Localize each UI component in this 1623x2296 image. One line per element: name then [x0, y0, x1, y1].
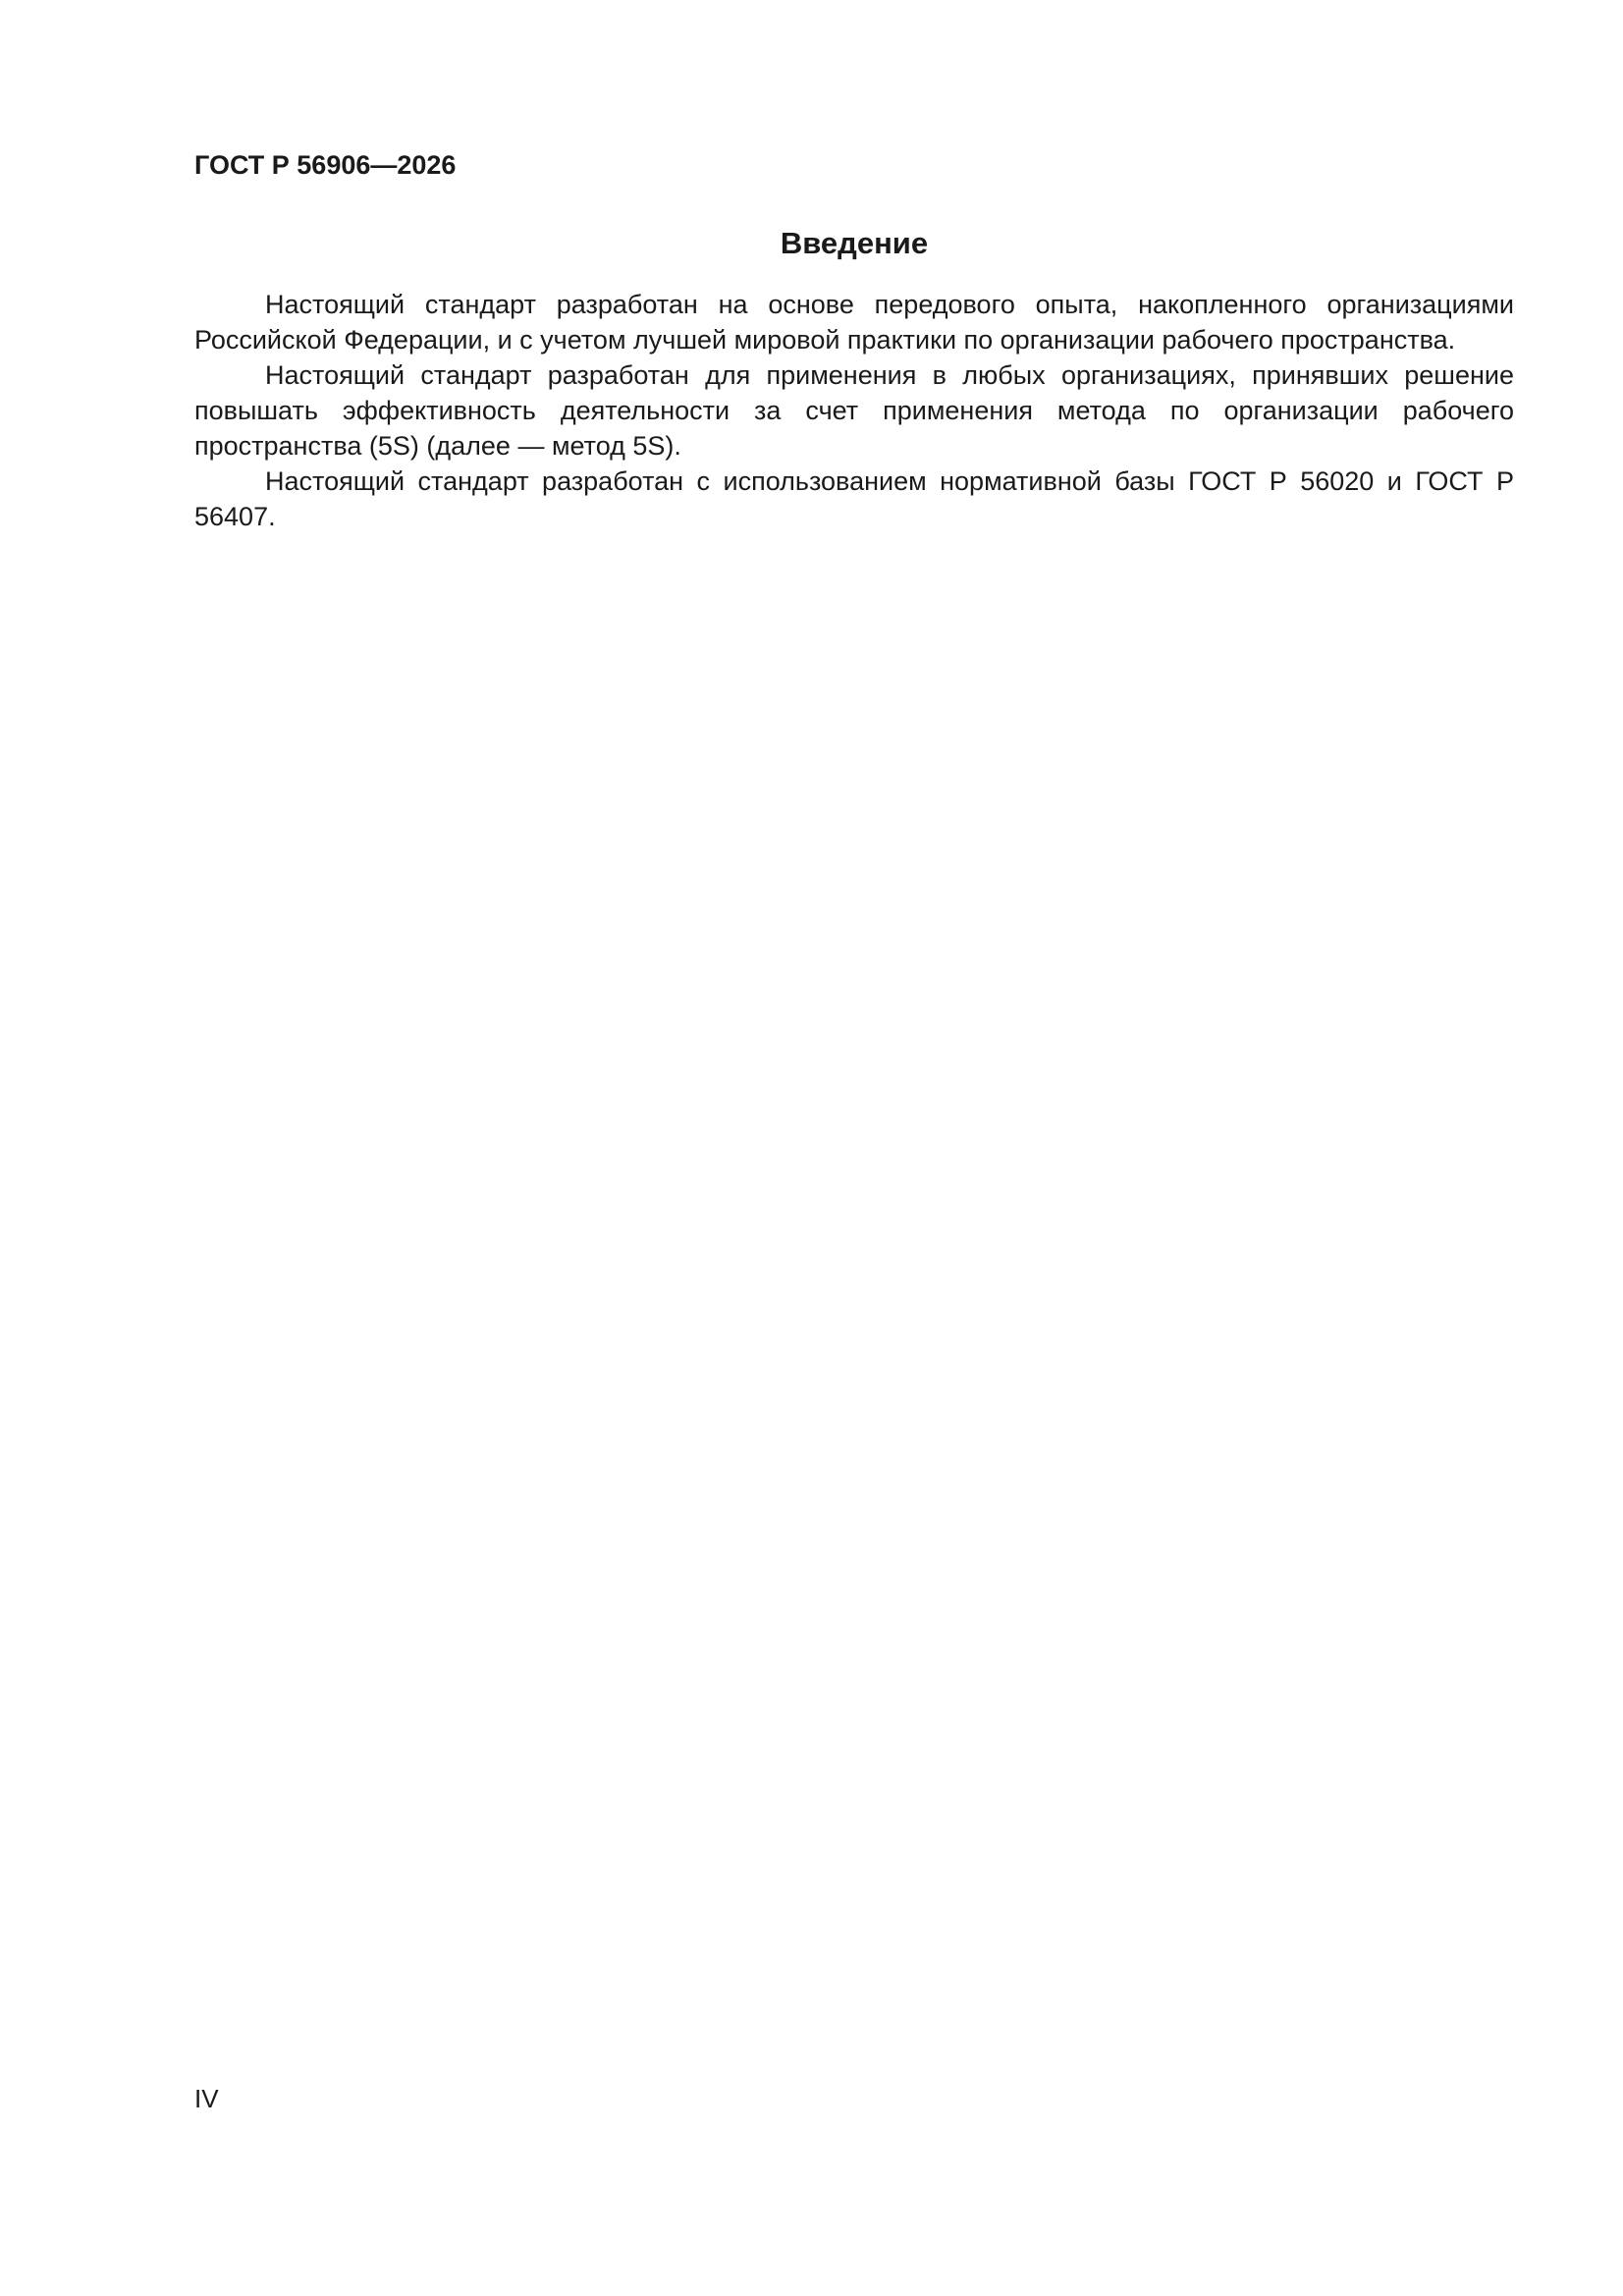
paragraph: Настоящий стандарт разработан с использованием нормативной базы ГОСТ Р 56020 и ГОСТ Р 56407. [194, 466, 1514, 531]
document-code: ГОСТ Р 56906—2026 [194, 150, 457, 180]
section-title: Введение [780, 226, 929, 260]
page-number: IV [194, 2084, 219, 2113]
paragraph: Настоящий стандарт разработан для применения в любых организациях, принявших решение повышать эффективность деятельности за счет применения метода по организации рабочего пространства (5S) (далее — метод 5S). [194, 360, 1514, 461]
section-body [194, 287, 1514, 534]
paragraph: Настоящий стандарт разработан на основе передового опыта, накопленного организациями Российской Федерации, и с учетом лучшей мировой практики по организации рабочего пространства. [194, 290, 1514, 355]
